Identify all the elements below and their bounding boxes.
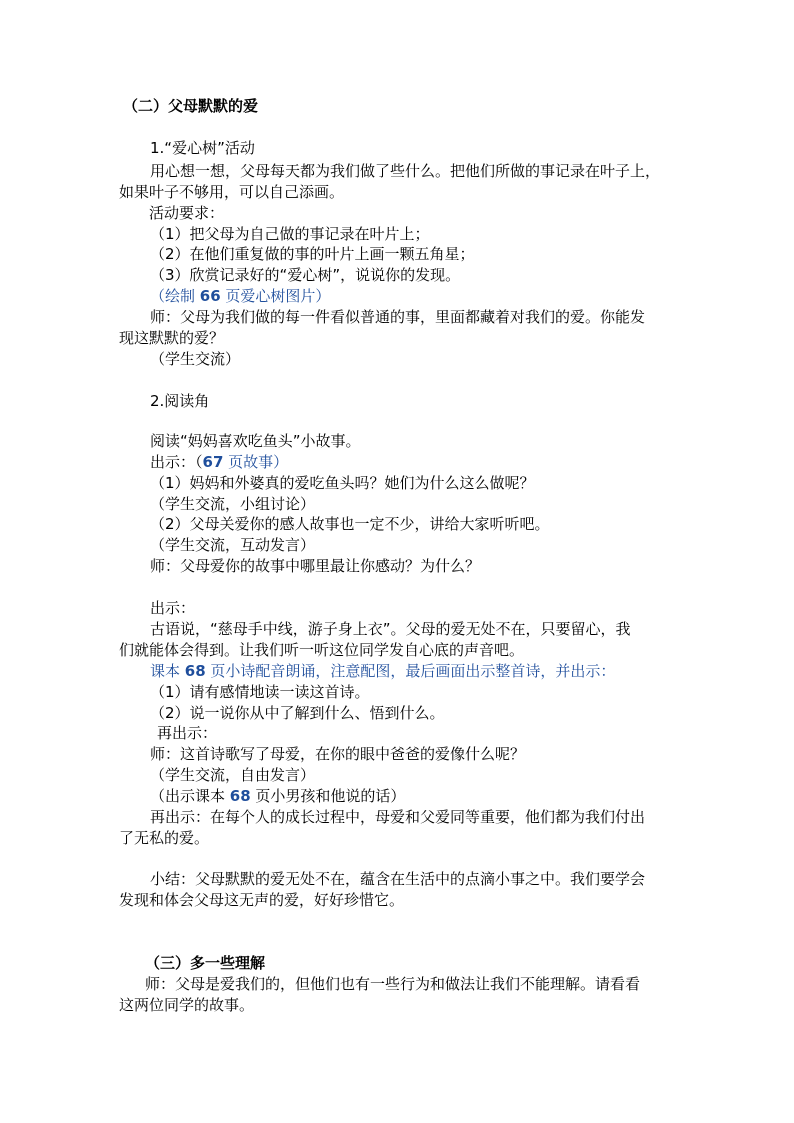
activity2-title: 2.阅读角 bbox=[150, 392, 210, 410]
section2-title: （二）父母默默的爱 bbox=[123, 97, 259, 115]
draw-note: （绘制 66 页爱心树图片） bbox=[150, 287, 331, 305]
textbook-note: （出示课本 68 页小男孩和他说的话） bbox=[150, 787, 406, 805]
teacher-line: 现这默默的爱？ bbox=[119, 329, 225, 347]
question-item: （1）请有感情地读一读这首诗。 bbox=[150, 683, 370, 701]
paragraph-line: 用心想一想，父母每天都为我们做了些什么。把他们所做的事记录在叶子上， bbox=[150, 162, 661, 180]
question-item: （2）说一说你从中了解到什么、悟到什么。 bbox=[150, 704, 445, 722]
question-item: （2）父母关爱你的感人故事也一定不少，讲给大家听听吧。 bbox=[150, 515, 550, 533]
teacher-line: 师：这首诗歌写了母爱，在你的眼中爸爸的爱像什么呢？ bbox=[150, 745, 526, 763]
paragraph-line: 再出示：在每个人的成长过程中，母爱和父爱同等重要，他们都为我们付出 bbox=[150, 808, 646, 826]
teacher-line: 这两位同学的故事。 bbox=[119, 996, 255, 1014]
paragraph-line: 了无私的爱。 bbox=[119, 829, 210, 847]
requirement-item: （3）欣赏记录好的“爱心树”，说说你的发现。 bbox=[150, 266, 461, 284]
student-note: （学生交流，自由发言） bbox=[150, 766, 316, 784]
student-note: （学生交流） bbox=[150, 350, 241, 368]
teacher-line: 师：父母是爱我们的，但他们也有一些行为和做法让我们不能理解。请看看 bbox=[145, 975, 641, 993]
activity1-title: 1.“爱心树”活动 bbox=[150, 139, 255, 157]
paragraph-line: 们就能体会得到。让我们听一听这位同学发自心底的声音吧。 bbox=[119, 641, 525, 659]
paragraph-line: 古语说，“慈母手中线，游子身上衣”。父母的爱无处不在，只要留心，我 bbox=[150, 620, 631, 638]
question-item: （1）妈妈和外婆真的爱吃鱼头吗？她们为什么这么做呢？ bbox=[150, 474, 535, 492]
paragraph-line: 如果叶子不够用，可以自己添画。 bbox=[119, 183, 345, 201]
summary-line: 小结：父母默默的爱无处不在，蕴含在生活中的点滴小事之中。我们要学会 bbox=[150, 870, 646, 888]
teacher-line: 师：父母爱你的故事中哪里最让你感动？为什么？ bbox=[150, 557, 481, 575]
show-line: 再出示： bbox=[157, 724, 218, 742]
student-note: （学生交流，互动发言） bbox=[150, 536, 316, 554]
show-line: 出示：（67 页故事） bbox=[150, 453, 289, 471]
requirement-item: （1）把父母为自己做的事记录在叶片上； bbox=[150, 225, 430, 243]
teacher-line: 师：父母为我们做的每一件看似普通的事，里面都藏着对我们的爱。你能发 bbox=[150, 308, 646, 326]
requirements-label: 活动要求： bbox=[149, 204, 225, 222]
show-line: 出示： bbox=[150, 599, 196, 617]
poem-note: 课本 68 页小诗配音朗诵，注意配图，最后画面出示整首诗，并出示： bbox=[150, 662, 616, 680]
requirement-item: （2）在他们重复做的事的叶片上画一颗五角星； bbox=[150, 245, 475, 263]
paragraph-line: 阅读“妈妈喜欢吃鱼头”小故事。 bbox=[150, 432, 361, 450]
summary-line: 发现和体会父母这无声的爱，好好珍惜它。 bbox=[119, 891, 405, 909]
student-note: （学生交流，小组讨论） bbox=[150, 495, 316, 513]
section3-title: （三）多一些理解 bbox=[145, 954, 266, 972]
